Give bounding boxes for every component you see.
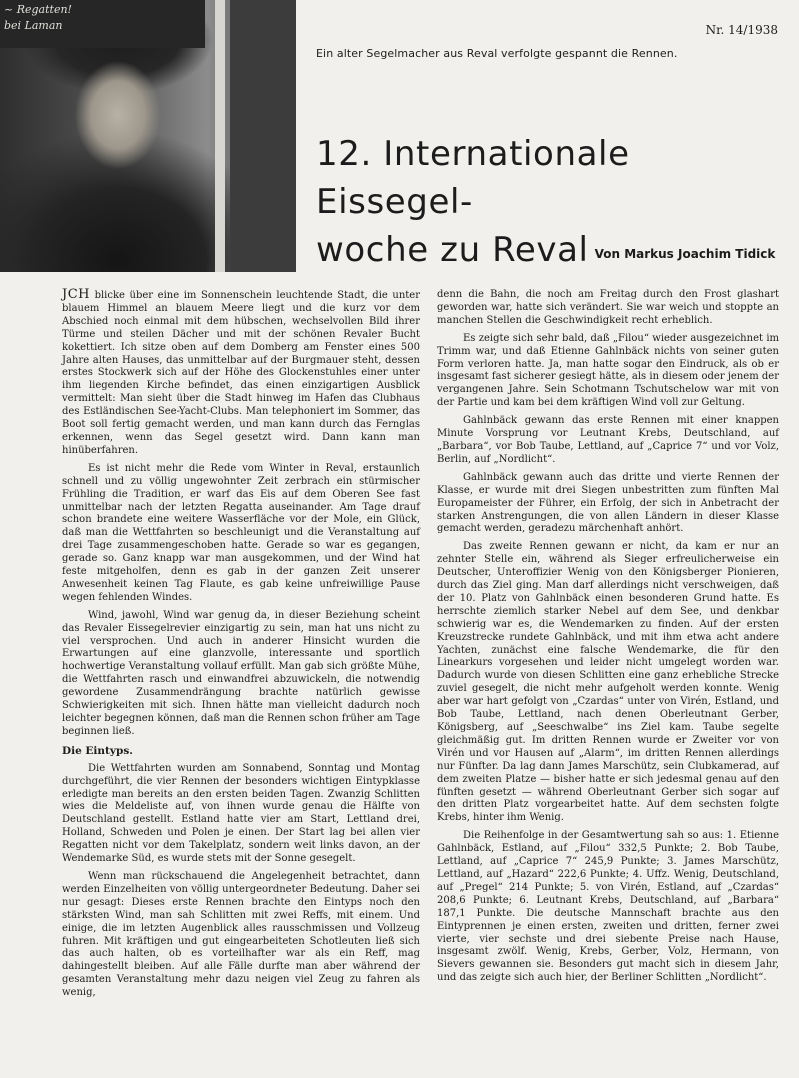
- issue-number: Nr. 14/1938: [705, 23, 778, 37]
- paragraph: Die Reihenfolge in der Gesamtwertung sah so aus: 1. Etienne Gahlnbäck, Estland, auf „Filou“ 332,5 Punkte; 2. Bob Taube, Lettland, auf „Caprice 7“ 245,9 Punkte; 3. James Marschütz, Lettland, auf „Hazard“ 222,6 Punkte; 4. Uffz. Wenig, Deutschland, auf „Pregel“ 214 Punkte; 5. von Virén, Estland, auf „Czardas“ 208,6 Punkte; 6. Leutnant Krebs, Deutschland, auf „Barbara“ 187,1 Punkte. Die deutsche Mannschaft brachte aus den Eintyprennen je einen ersten, zweiten und dritten, ferner zwei vierte, vier sechste und drei siebente Preise nach Hause, insgesamt zwölf. Wenig, Krebs, Gerber, Volz, Hermann, von Sievers gewannen sie. Besonders gut macht sich in diesem Jahr, und das zeigte sich auch hier, der Berliner Schlitten „Nordlicht“.: [437, 830, 779, 984]
- headline-line-2: woche zu Reval: [316, 230, 589, 270]
- photo-caption: Ein alter Segelmacher aus Reval verfolgte gespannt die Rennen.: [316, 47, 678, 60]
- window-frame: [215, 0, 225, 272]
- old-sailmaker-photo: [0, 0, 296, 272]
- paragraph: Gahlnbäck gewann das erste Rennen mit einer knappen Minute Vorsprung vor Leutnant Krebs, Deutschland, auf „Barbara“, vor Bob Taube, Lettland, auf „Caprice 7“ und vor Volz, Berlin, auf „Nordlicht“.: [437, 415, 779, 465]
- left-column: [62, 289, 420, 1005]
- paragraph: Wind, jawohl, Wind war genug da, in dieser Beziehung scheint das Revaler Eissegelrevier einzigartig zu sein, man hat uns nicht zu viel versprochen. Und auch in anderer Hinsicht wurden die Erwartungen auf eine glanzvolle, interessante und sportlich hochwertige Veranstaltung vollauf erfüllt. Man gab sich größte Mühe, die Wettfahrten rasch und einwandfrei abzuwickeln, die notwendig gewordene Zusammendrängung brachte natürlich gewisse Schwierigkeiten mit sich. Ihnen hätte man vielleicht dadurch noch leichter begegnen können, daß man die Rennen schon früher am Tage beginnen ließ.: [62, 609, 420, 737]
- article-headline: [316, 130, 786, 278]
- byline: Von Markus Joachim Tidick: [594, 247, 776, 261]
- dropcap: JCH: [62, 287, 90, 302]
- paragraph: Es zeigte sich sehr bald, daß „Filou“ wieder ausgezeichnet im Trimm war, und daß Etienne Gahlnbäck nichts von seiner guten Form verloren hatte. Ja, man hatte sogar den Eindruck, als ob er insgesamt fast sicherer gesiegt hätte, als in diesem oder jenem der vergangenen Jahre. Sein Schotmann Tschutschelow war mit von der Partie und kam bei dem kräftigen Wind voll zur Geltung.: [437, 332, 779, 409]
- headline-line-1: 12. Internationale Eissegel-: [316, 134, 630, 222]
- paragraph: Es ist nicht mehr die Rede vom Winter in Reval, erstaunlich schnell und zu völlig ungewohnter Zeit zerbrach ein stürmischer Frühling die Tradition, er warf das Eis auf dem Oberen See fast unmittelbar nach der letzten Regatta auseinander. Am Tage drauf schon brandete eine weitere Wasserfläche vor der Mole, ein Glück, daß man die Wettfahrten so beschleunigt und die Veranstaltung auf drei Tage zusammengeschoben hatte. Gerade so war es gegangen, gerade so. Ganz knapp war man ausgekommen, und der Wind hat feste mitgeholfen, denn es gab in der ganzen Zeit unserer Anwesenheit keinen Tag Flaute, es gab keine unfreiwillige Pause wegen fehlenden Windes.: [62, 462, 420, 603]
- right-column: [437, 289, 779, 990]
- section-heading: Die Eintyps.: [62, 744, 133, 757]
- paragraph: Gahlnbäck gewann auch das dritte und vierte Rennen der Klasse, er wurde mit drei Siegen unbestritten zum fünften Mal Europameister der Führer, ein Erfolg, der sich in Anbetracht der starken Anstrengungen, die von allen Ländern in dieser Klasse gemacht werden, geradezu märchenhaft anhört.: [437, 471, 779, 535]
- sign-text: ~ Regatten! bei Laman: [4, 3, 72, 32]
- paragraph: Das zweite Rennen gewann er nicht, da kam er nur an zehnter Stelle ein, während als Sieger erfreulicherweise ein Deutscher, Unteroffizier Wenig von den Königsberger Pionieren, durch das Ziel ging. Man darf allerdings nicht verschweigen, daß der 10. Platz von Gahlnbäck einen besonderen Grund hatte. Es herrschte ziemlich starker Nebel auf dem See, und denkbar schwierig war es, die Wendemarken zu finden. Auf der ersten Kreuzstrecke rundete Gahlnbäck, und mit ihm etwa acht andere Yachten, zunächst eine falsche Wendemarke, die für den Linearkurs vorgesehen und leider nicht umgelegt worden war. Dadurch wurde von diesen Schlitten eine ganz erhebliche Strecke zuviel gesegelt, die nicht mehr aufgeholt werden konnte. Wenig aber war hart gefolgt von „Czardas“ unter von Virén, Estland, und Bob Taube, Lettland, nach denen Oberleutnant Gerber, Königsberg, auf „Seeschwalbe“ ins Ziel kam. Taube segelte gleichmäßig gut. Im dritten Rennen wurde er Zweiter vor von Virén und vor Hausen auf „Alarm“, im dritten Rennen allerdings nur Fünfter. Da lag dann James Marschütz, sein Clubkamerad, auf dem zweiten Platze — bisher hatte er sich jedesmal genau auf den fünften gesetzt — während Oberleutnant Gerber sich sogar auf den dritten Platz vorgearbeitet hatte. Auf dem sechsten folgte Krebs, hinter ihm Wenig.: [437, 541, 779, 824]
- paragraph: denn die Bahn, die noch am Freitag durch den Frost glashart geworden war, hatte sich verändert. Sie war weich und stoppte an manchen Stellen die Geschwindigkeit recht erheblich.: [437, 289, 779, 326]
- paragraph: [62, 289, 420, 458]
- paragraph-text: blicke über eine im Sonnenschein leuchtende Stadt, die unter blauem Himmel an blauem Meere liegt und die kurz vor dem Abschied noch einmal mit dem hübschen, wechselvollen Bild ihrer Türme und steilen Dächer und mit der schönen Revaler Bucht kokettiert. Ich sitze oben auf dem Domberg am Fenster eines 500 Jahre alten Hauses, das unmittelbar auf der Burgmauer steht, dessen erstes Stockwerk sich auf der Höhe des Glockenstuhles einer unter ihm liegenden Kirche befindet, das einen einzigartigen Ausblick vermittelt: Man sieht über die Stadt hinweg im Hafen das Clubhaus des Estländischen See-Yacht-Clubs. Man telephoniert im Sommer, das Boot soll fertig gemacht werden, und man kann durch das Fernglas erkennen, wenn das Segel gesetzt wird. Dann kann man hinüberfahren.: [62, 290, 420, 456]
- dark-window: [230, 0, 296, 272]
- paragraph: Wenn man rückschauend die Angelegenheit betrachtet, dann werden Einzelheiten von völlig untergeordneter Bedeutung. Daher sei nur gesagt: Dieses erste Rennen brachte den Eintyps noch den stärksten Wind, man sah Schlitten mit zwei Reffs, mit einem. Und einige, die im letzten Augenblick alles rausschmissen und Vollzeug fuhren. Mit kräftigen und gut eingearbeiteten Schotleuten ließ sich das auch halten, ob es vorteilhafter war als ein Reff, mag dahingestellt bleiben. Auf alle Fälle durfte man aber während der gesamten Veranstaltung mehr dazu neigen viel Zeug zu fahren als wenig,: [62, 870, 420, 999]
- paragraph: Die Wettfahrten wurden am Sonnabend, Sonntag und Montag durchgeführt, die vier Rennen der besonders wichtigen Eintypklasse erledigte man bereits an den ersten beiden Tagen. Zwanzig Schlitten wies die Meldeliste auf, von ihnen wurde genau die Hälfte von Deutschland gestellt. Estland hatte vier am Start, Lettland drei, Holland, Schweden und Polen je einen. Der Start lag bei allen vier Regatten nicht vor dem Takelplatz, sondern weit links davon, an der Wendemarke Süd, es wurde stets mit der Sonne gesegelt.: [62, 762, 420, 865]
- regatta-sign: [0, 0, 205, 48]
